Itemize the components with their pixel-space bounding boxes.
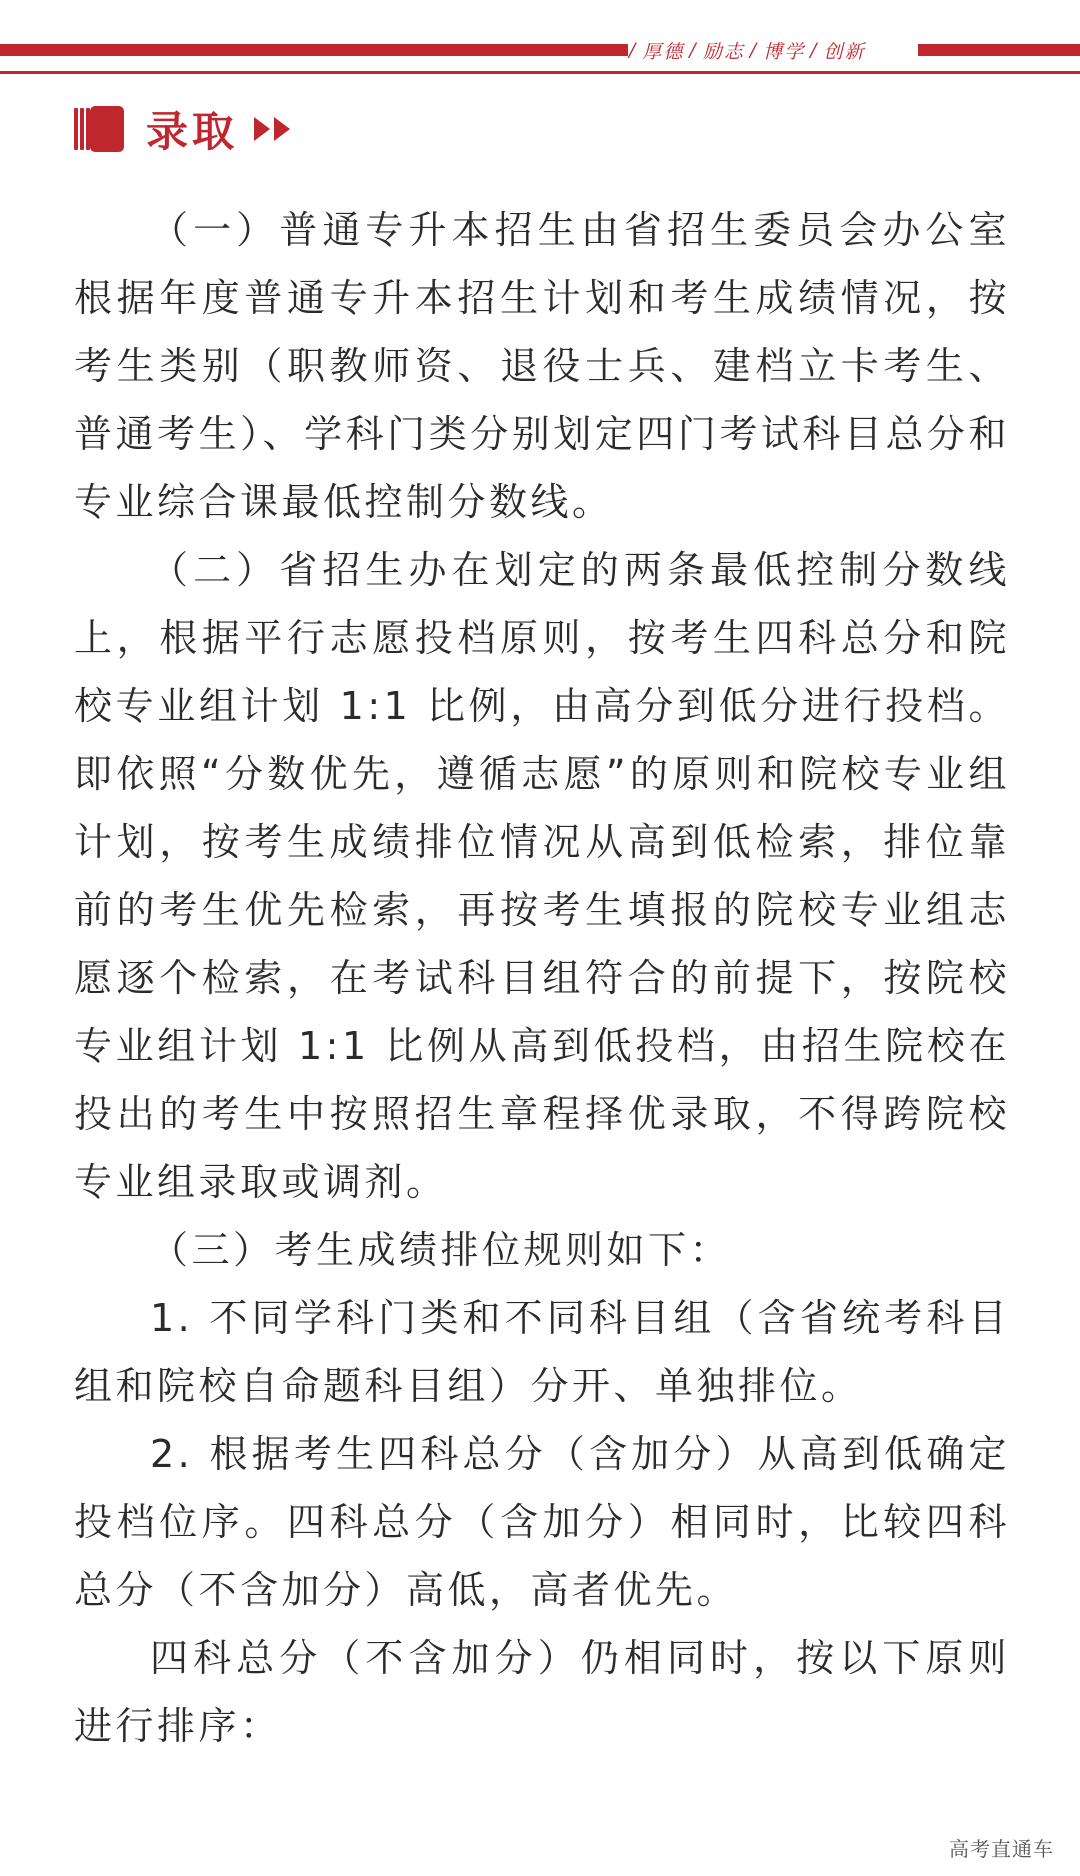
document-body: [74, 196, 1010, 1760]
motto-word-1: 厚德: [642, 40, 685, 63]
paragraph-1: （一）普通专升本招生由省招生委员会办公室根据年度普通专升本招生计划和考生成绩情况，按考生类别（职教师资、退役士兵、建档立卡考生、普通考生）、学科门类分别划定四门考试科目总分和专业综合课最低控制分数线。: [74, 208, 1010, 524]
section-heading: [74, 104, 294, 154]
banner-divider: [0, 71, 1080, 74]
motto-word-2: 励志: [702, 40, 745, 63]
paragraph-4: 1. 不同学科门类和不同科目组（含省统考科目组和院校自命题科目组）分开、单独排位。: [74, 1296, 1010, 1408]
banner-motto: / 厚德 / 励志 / 博学 / 创新: [624, 38, 866, 62]
banner-bar-left: [0, 44, 628, 56]
paragraph-3: （三）考生成绩排位规则如下：: [150, 1228, 732, 1272]
paragraph-6: 四科总分（不含加分）仍相同时，按以下原则进行排序：: [74, 1636, 1010, 1748]
play-arrows-icon: [254, 117, 294, 141]
paragraph-2: （二）省招生办在划定的两条最低控制分数线上，根据平行志愿投档原则，按考生四科总分和院校专业组计划 1:1 比例，由高分到低分进行投档。即依照“分数优先，遵循志愿”的原则和院校专业组计划，按考生成绩排位情况从高到低检索，排位靠前的考生优先检索，再按考生填报的院校专业组志愿逐个检索，在考试科目组符合的前提下，按院校专业组计划 1:1 比例从高到低投档，由招生院校在投出的考生中按照招生章程择优录取，不得跨院校专业组录取或调剂。: [74, 548, 1010, 1204]
banner-bar-right: [918, 44, 1080, 56]
watermark: 高考直通车: [949, 1837, 1054, 1861]
heading-marker-icon: [74, 106, 124, 152]
top-banner: [0, 38, 1080, 74]
motto-word-4: 创新: [823, 40, 866, 63]
motto-word-3: 博学: [763, 40, 806, 63]
section-title: 录取: [146, 107, 239, 156]
paragraph-5: 2. 根据考生四科总分（含加分）从高到低确定投档位序。四科总分（含加分）相同时，比较四科总分（不含加分）高低，高者优先。: [74, 1432, 1010, 1612]
